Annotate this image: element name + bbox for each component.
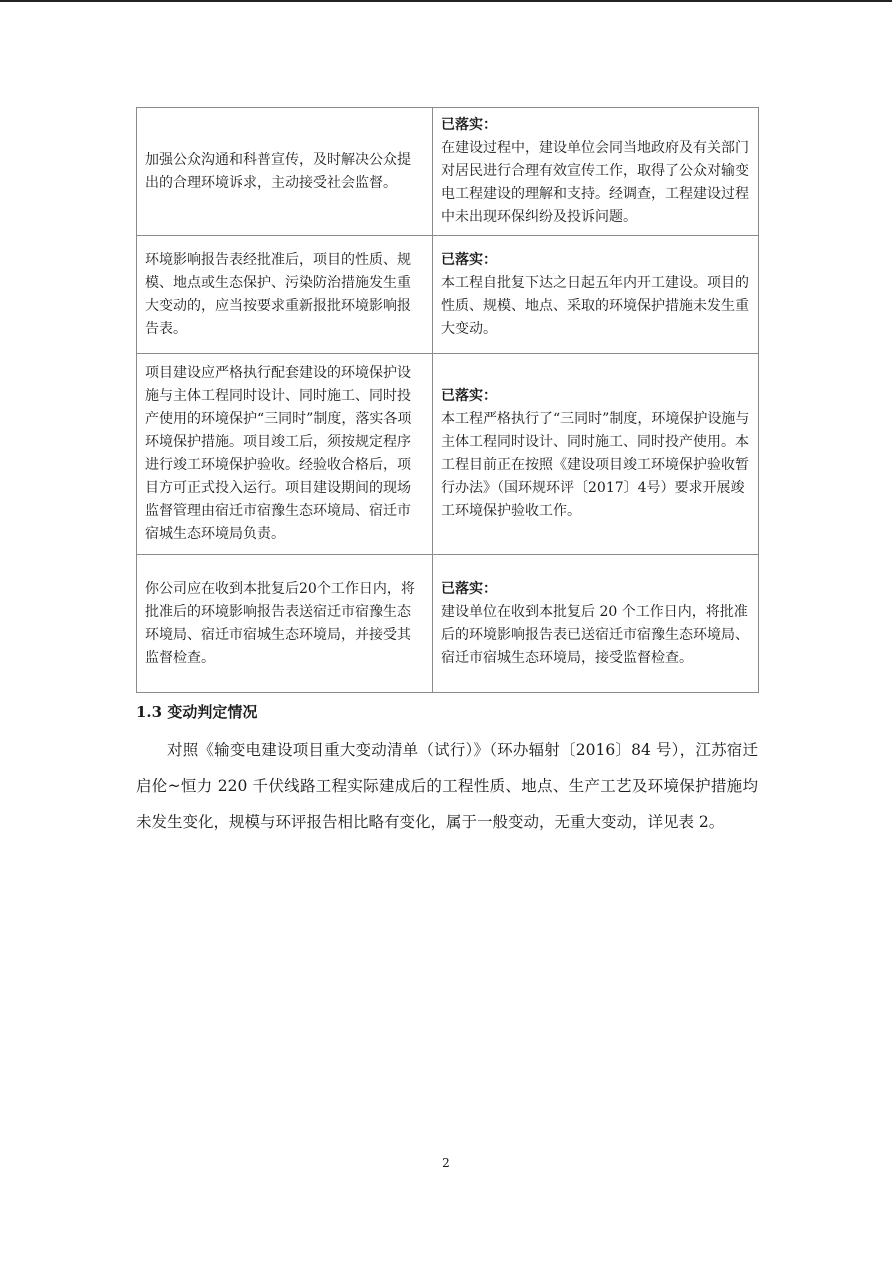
implementation-text: 本工程自批复下达之日起五年内开工建设。项目的性质、规模、地点、采取的环境保护措施未发生重大变动。 bbox=[441, 274, 749, 337]
status-label: 已落实： bbox=[441, 251, 497, 268]
status-label: 已落实： bbox=[441, 388, 497, 404]
implementation-text: 建设单位在收到本批复后 20 个工作日内，将批准后的环境影响报告表已送宿迁市宿豫生态环境局、宿迁市宿城生态环境局，接受监督检查。 bbox=[441, 603, 749, 666]
section-heading: 1.3 变动判定情况 bbox=[136, 703, 258, 721]
implementation-cell bbox=[433, 236, 759, 354]
requirements-table bbox=[136, 107, 759, 693]
page-top-rule bbox=[0, 0, 892, 2]
implementation-text: 本工程严格执行了“三同时”制度，环境保护设施与主体工程同时设计、同时施工、同时投产使用。本工程目前正在按照《建设项目竣工环境保护验收暂行办法》（国环规环评〔2017〕4号）要求开展竣工环境保护验收工作。 bbox=[441, 411, 750, 519]
requirement-cell: 你公司应在收到本批复后20个工作日内，将批准后的环境影响报告表送宿迁市宿豫生态环境局、宿迁市宿城生态环境局，并接受其监督检查。 bbox=[137, 555, 433, 693]
requirement-cell: 加强公众沟通和科普宣传，及时解决公众提出的合理环境诉求，主动接受社会监督。 bbox=[137, 108, 433, 236]
requirement-cell: 环境影响报告表经批准后，项目的性质、规模、地点或生态保护、污染防治措施发生重大变动的，应当按要求重新报批环境影响报告表。 bbox=[137, 236, 433, 354]
table-row bbox=[137, 108, 759, 236]
table-row bbox=[137, 354, 759, 555]
table-row bbox=[137, 555, 759, 693]
table-row bbox=[137, 236, 759, 354]
status-label: 已落实： bbox=[441, 580, 497, 597]
body-paragraph: 对照《输变电建设项目重大变动清单（试行）》（环办辐射〔2016〕84 号），江苏宿迁启伦~恒力 220 千伏线路工程实际建成后的工程性质、地点、生产工艺及环境保护措施均未发生变化，规模与环评报告相比略有变化，属于一般变动，无重大变动，详见表 2。 bbox=[136, 741, 758, 831]
requirement-cell: 项目建设应严格执行配套建设的环境保护设施与主体工程同时设计、同时施工、同时投产使用的环境保护“三同时”制度，落实各项环境保护措施。项目竣工后，须按规定程序进行竣工环境保护验收。经验收合格后，项目方可正式投入运行。项目建设期间的现场监督管理由宿迁市宿豫生态环境局、宿迁市宿城生态环境局负责。 bbox=[137, 354, 433, 555]
implementation-cell bbox=[433, 555, 759, 693]
page-number: 2 bbox=[442, 1156, 450, 1170]
status-label: 已落实： bbox=[441, 117, 497, 133]
implementation-cell bbox=[433, 354, 759, 555]
implementation-text: 在建设过程中，建设单位会同当地政府及有关部门对居民进行合理有效宣传工作，取得了公众对输变电工程建设的理解和支持。经调查，工程建设过程中未出现环保纠纷及投诉问题。 bbox=[441, 140, 749, 225]
implementation-cell bbox=[433, 108, 759, 236]
